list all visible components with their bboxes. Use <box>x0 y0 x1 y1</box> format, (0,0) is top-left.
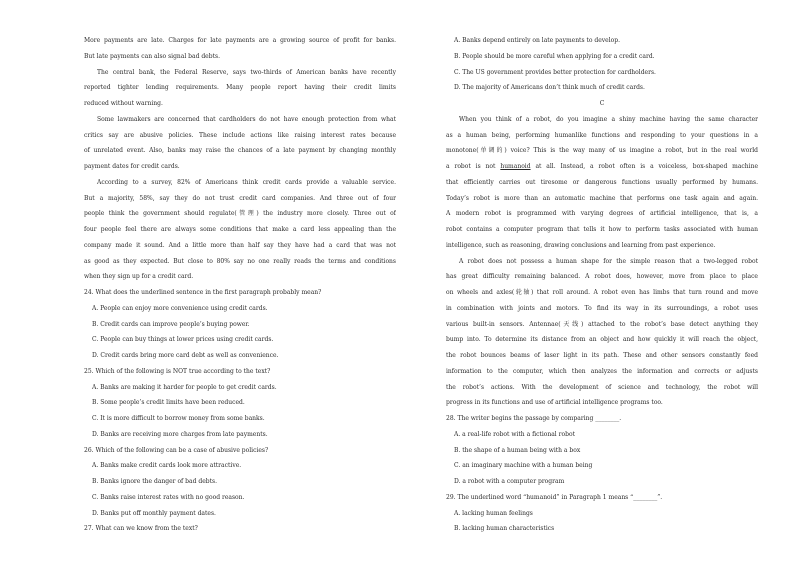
passage-line: on wheels and axles(轮轴) that roll around. A robot even has limbs that turn round and move <box>446 289 758 296</box>
text-after: at all. Instead, a robot often is a voiceless, box-shaped machine <box>530 163 758 170</box>
option-28-b: B. the shape of a human being with a box <box>454 446 581 454</box>
question-stem-26: 26. Which of the following can be a case of abusive policies? <box>84 446 269 454</box>
passage-line: of unrelated event. Also, banks may raise the chances of a late payment by changing monthly <box>84 147 396 155</box>
passage-line: the robot bounces beams of laser light in its path. These and other sensors constantly feed <box>446 352 758 359</box>
passage-line: various built-in sensors. Antennae(天线) attached to the robot’s base detect anything they <box>446 320 758 328</box>
passage-line: More payments are late. Charges for late payments are a growing source of profit for banks. <box>84 37 396 44</box>
passage-line: critics say are abusive policies. These include actions like raising interest rates because <box>84 131 396 139</box>
passage-line: monotone(单调的) voice? This is the way many of us imagine a robot, but in the real world <box>446 147 758 155</box>
option-26-b: B. Banks ignore the danger of bad debts. <box>92 478 217 485</box>
passage-line: A robot does not possess a human shape for the simple reason that a two-legged robot <box>459 257 758 265</box>
passage-line: robot contains a computer program that tells it how to perform tasks associated with human <box>446 226 758 233</box>
option-25-d: D. Banks are receiving more charges from late payments. <box>92 430 268 438</box>
option-24-b: B. Credit cards can improve people’s buying power. <box>92 320 250 328</box>
passage-line: payment dates for credit cards. <box>84 163 180 170</box>
passage-line: people think the government should regulate(管理) the industry more closely. Three out of <box>84 210 396 218</box>
option-24-c: C. People can buy things at lower prices using credit cards. <box>92 336 274 344</box>
question-stem-25: 25. Which of the following is NOT true according to the text? <box>84 367 271 375</box>
option-24-a: A. People can enjoy more convenience using credit cards. <box>92 304 268 312</box>
question-stem-28: 28. The writer begins the passage by comparing ________. <box>446 415 622 422</box>
question-stem-29: 29. The underlined word “humanoid” in Paragraph 1 means “________”. <box>446 493 663 501</box>
passage-line: When you think of a robot, do you imagine a shiny machine having the same character <box>459 115 758 123</box>
question-stem-27: 27. What can we know from the text? <box>84 525 198 533</box>
option-27-b: B. People should be more careful when applying for a credit card. <box>454 52 655 60</box>
passage-line: Some lawmakers are concerned that cardholders do not have enough protection from what <box>97 115 396 123</box>
text-before: a robot is not <box>446 163 501 170</box>
passage-line: four people feel there are always some conditions that make a card less appealing than the <box>84 226 396 233</box>
option-27-a: A. Banks depend entirely on late payments to develop. <box>454 37 620 44</box>
option-28-d: D. a robot with a computer program <box>454 478 565 485</box>
passage-line: in combination with joints and motors. To find its way in its surroundings, a robot uses <box>446 304 758 312</box>
passage-line: information to the computer, which then analyzes the information and corrects or adjusts <box>446 367 758 375</box>
left-column <box>84 33 396 537</box>
right-column <box>446 33 758 537</box>
passage-line: Today’s robot is more than an automatic machine that performs one task again and again. <box>446 194 758 202</box>
question-stem-24: 24. What does the underlined sentence in the first paragraph probably mean? <box>84 289 322 296</box>
option-29-b: B. lacking human characteristics <box>454 525 555 533</box>
option-25-b: B. Some people’s credit limits have been reduced. <box>92 399 245 407</box>
passage-line: that efficiently carries out tiresome or dangerous functions usually performed by humans. <box>446 178 758 186</box>
option-28-a: A. a real-life robot with a fictional robot <box>454 430 575 438</box>
passage-line: A modern robot is programmed with varying degrees of artificial intelligence, that is, a <box>446 210 758 218</box>
passage-line: bump into. To determine its distance from an object and how quickly it will reach the object, <box>446 336 758 344</box>
option-25-c: C. It is more difficult to borrow money from some banks. <box>92 415 265 422</box>
passage-line: company made it sound. And a little more than half say they have had a card that was not <box>84 241 396 249</box>
passage-line: has great difficulty remaining balanced. A robot does, however, move from place to place <box>446 273 758 281</box>
option-27-d: D. The majority of Americans don’t think much of credit cards. <box>454 84 645 92</box>
passage-line: as a human being, performing humanlike functions and responding to your questions in a <box>446 131 758 139</box>
passage-line: The central bank, the Federal Reserve, says two-thirds of American banks have recently <box>97 68 396 76</box>
passage-line: the robot’s actions. With the development of science and technology, the robot will <box>446 383 758 391</box>
option-26-a: A. Banks make credit cards look more attractive. <box>92 462 242 470</box>
section-label: C <box>599 100 605 107</box>
option-29-a: A. lacking human feelings <box>454 509 533 517</box>
passage-line: progress in its functions and use of artificial intelligence programs too. <box>446 399 663 407</box>
passage-line: According to a survey, 82% of Americans think credit cards provide a valuable service. <box>97 178 396 186</box>
option-26-c: C. Banks raise interest rates with no good reason. <box>92 493 245 501</box>
passage-line: reduced without warning. <box>84 100 163 107</box>
passage-line: when they sign up for a credit card. <box>84 273 194 281</box>
passage-line: intelligence, such as reasoning, drawing conclusions and learning from past experience. <box>446 241 716 249</box>
option-24-d: D. Credit cards bring more card debt as well as convenience. <box>92 352 279 359</box>
underlined-word-humanoid: humanoid <box>500 163 531 170</box>
option-26-d: D. Banks put off monthly payment dates. <box>92 509 216 517</box>
passage-line: But a majority, 58%, say they do not trust credit card companies. And three out of four <box>84 194 396 202</box>
passage-line: as good as they expected. But close to 80% say no one really reads the terms and conditions <box>84 257 396 265</box>
passage-line: reported tighter lending requirements. Many people report having their credit limits <box>84 84 396 92</box>
passage-line: But late payments can also signal bad debts. <box>84 52 220 60</box>
option-27-c: C. The US government provides better protection for cardholders. <box>454 68 656 76</box>
option-25-a: A. Banks are making it harder for people to get credit cards. <box>92 383 277 391</box>
passage-line-underlined <box>446 159 758 175</box>
option-28-c: C. an imaginary machine with a human being <box>454 462 593 470</box>
